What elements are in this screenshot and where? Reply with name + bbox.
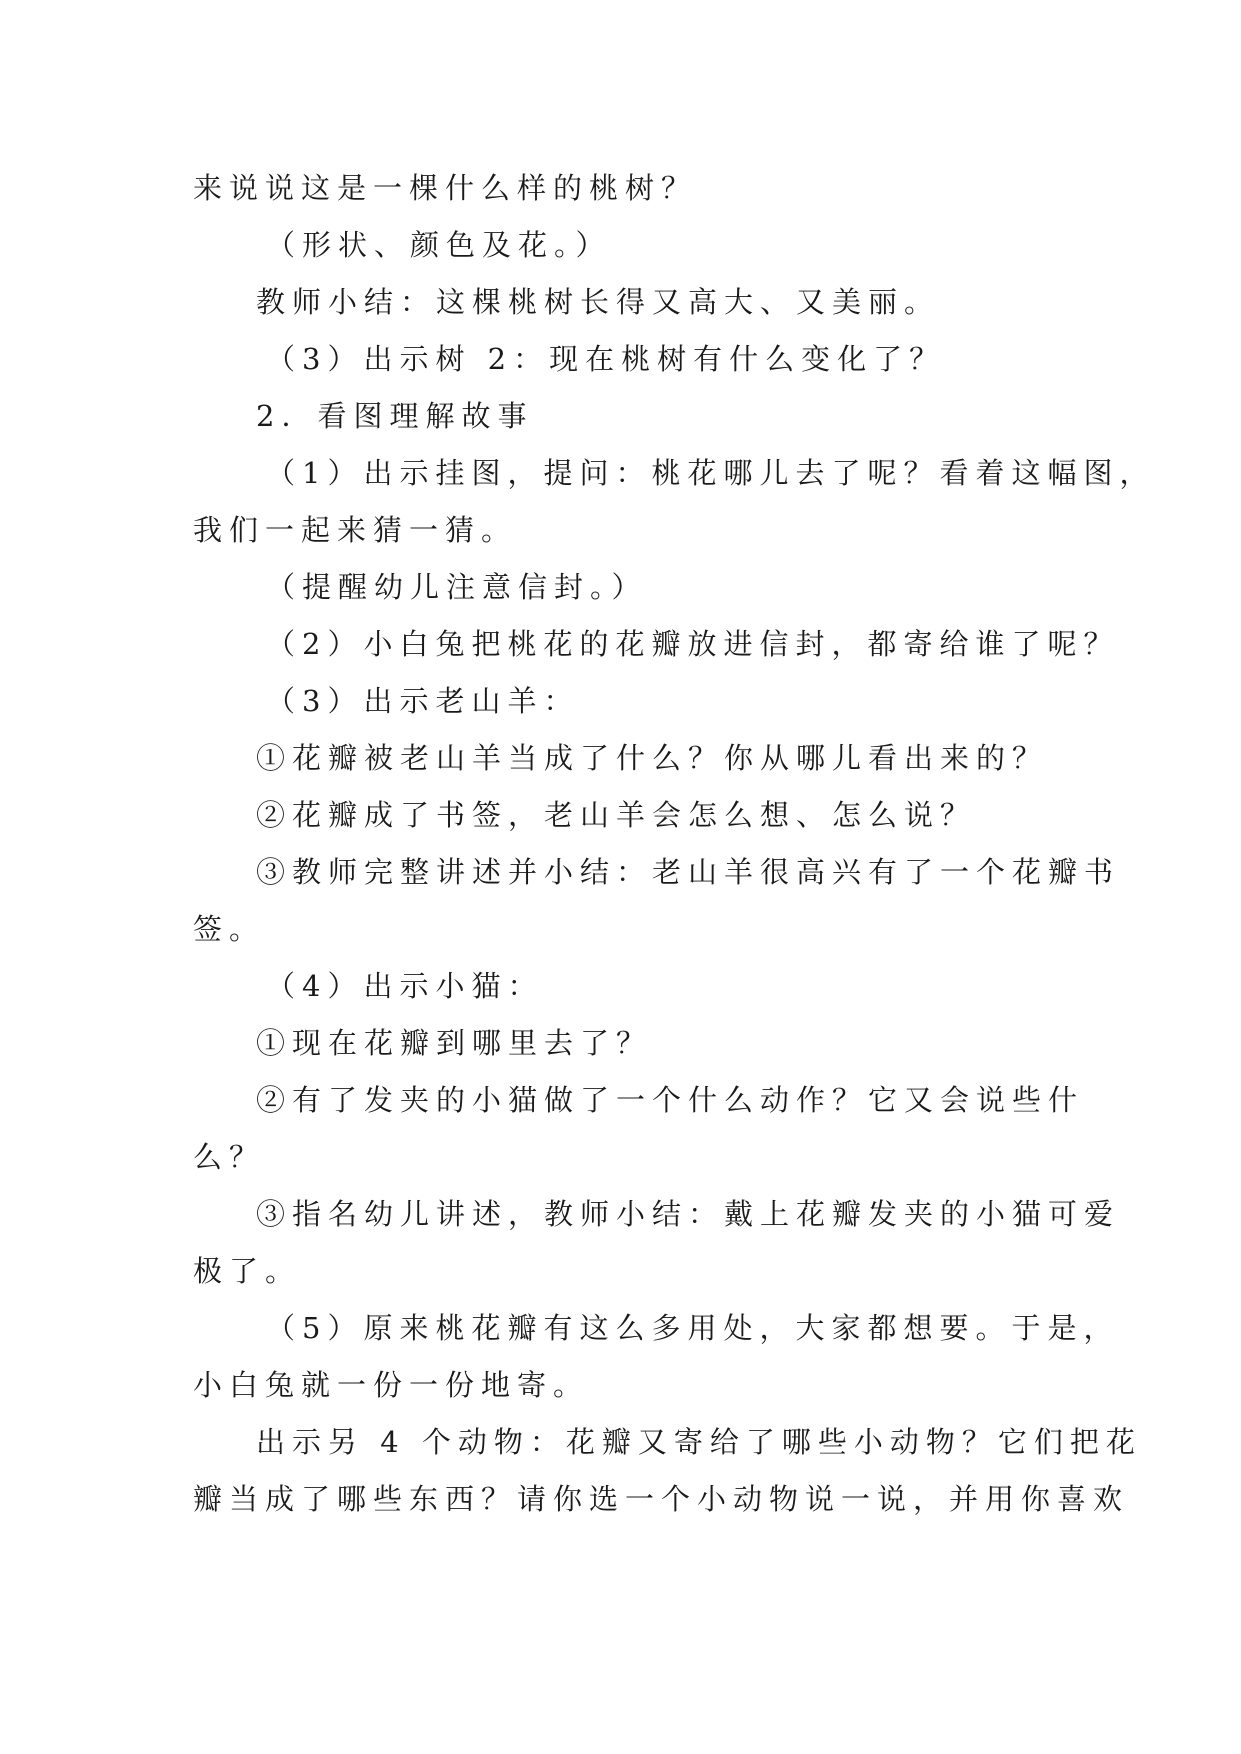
text-line: 出示另 4 个动物：花瓣又寄给了哪些小动物？它们把花 <box>256 1425 1142 1459</box>
text-line: （4）出示小猫： <box>266 969 544 1003</box>
text-line: （提醒幼儿注意信封。） <box>266 570 648 604</box>
text-line: ①现在花瓣到哪里去了？ <box>256 1026 653 1060</box>
text-line: ③指名幼儿讲述，教师小结：戴上花瓣发夹的小猫可爱 <box>256 1197 1121 1231</box>
text-line: 我们一起来猜一猜。 <box>193 513 518 547</box>
text-line: （5）原来桃花瓣有这么多用处，大家都想要。于是， <box>266 1311 1120 1345</box>
text-line: 极了。 <box>193 1254 302 1288</box>
text-line: （3）出示树 2：现在桃树有什么变化了？ <box>266 342 946 376</box>
text-line: ②花瓣成了书签，老山羊会怎么想、怎么说？ <box>256 798 977 832</box>
text-line: 小白兔就一份一份地寄。 <box>193 1368 590 1402</box>
text-line: 2．看图理解故事 <box>256 399 534 433</box>
text-line: 瓣当成了哪些东西？请你选一个小动物说一说，并用你喜欢 <box>193 1482 1130 1516</box>
text-line: （3）出示老山羊： <box>266 684 580 718</box>
text-line: 教师小结：这棵桃树长得又高大、又美丽。 <box>256 285 941 319</box>
text-line: ③教师完整讲述并小结：老山羊很高兴有了一个花瓣书 <box>256 855 1121 889</box>
text-line: （形状、颜色及花。） <box>266 228 612 262</box>
text-line: 签。 <box>193 912 266 946</box>
text-line: ②有了发夹的小猫做了一个什么动作？它又会说些什 <box>256 1083 1085 1117</box>
text-line: （1）出示挂图，提问：桃花哪儿去了呢？看着这幅图， <box>266 456 1156 490</box>
text-line: （2）小白兔把桃花的花瓣放进信封，都寄给谁了呢？ <box>266 627 1120 661</box>
text-line: 么？ <box>193 1140 266 1174</box>
text-line: 来说说这是一棵什么样的桃树？ <box>193 171 698 205</box>
text-line: ①花瓣被老山羊当成了什么？你从哪儿看出来的？ <box>256 741 1049 775</box>
